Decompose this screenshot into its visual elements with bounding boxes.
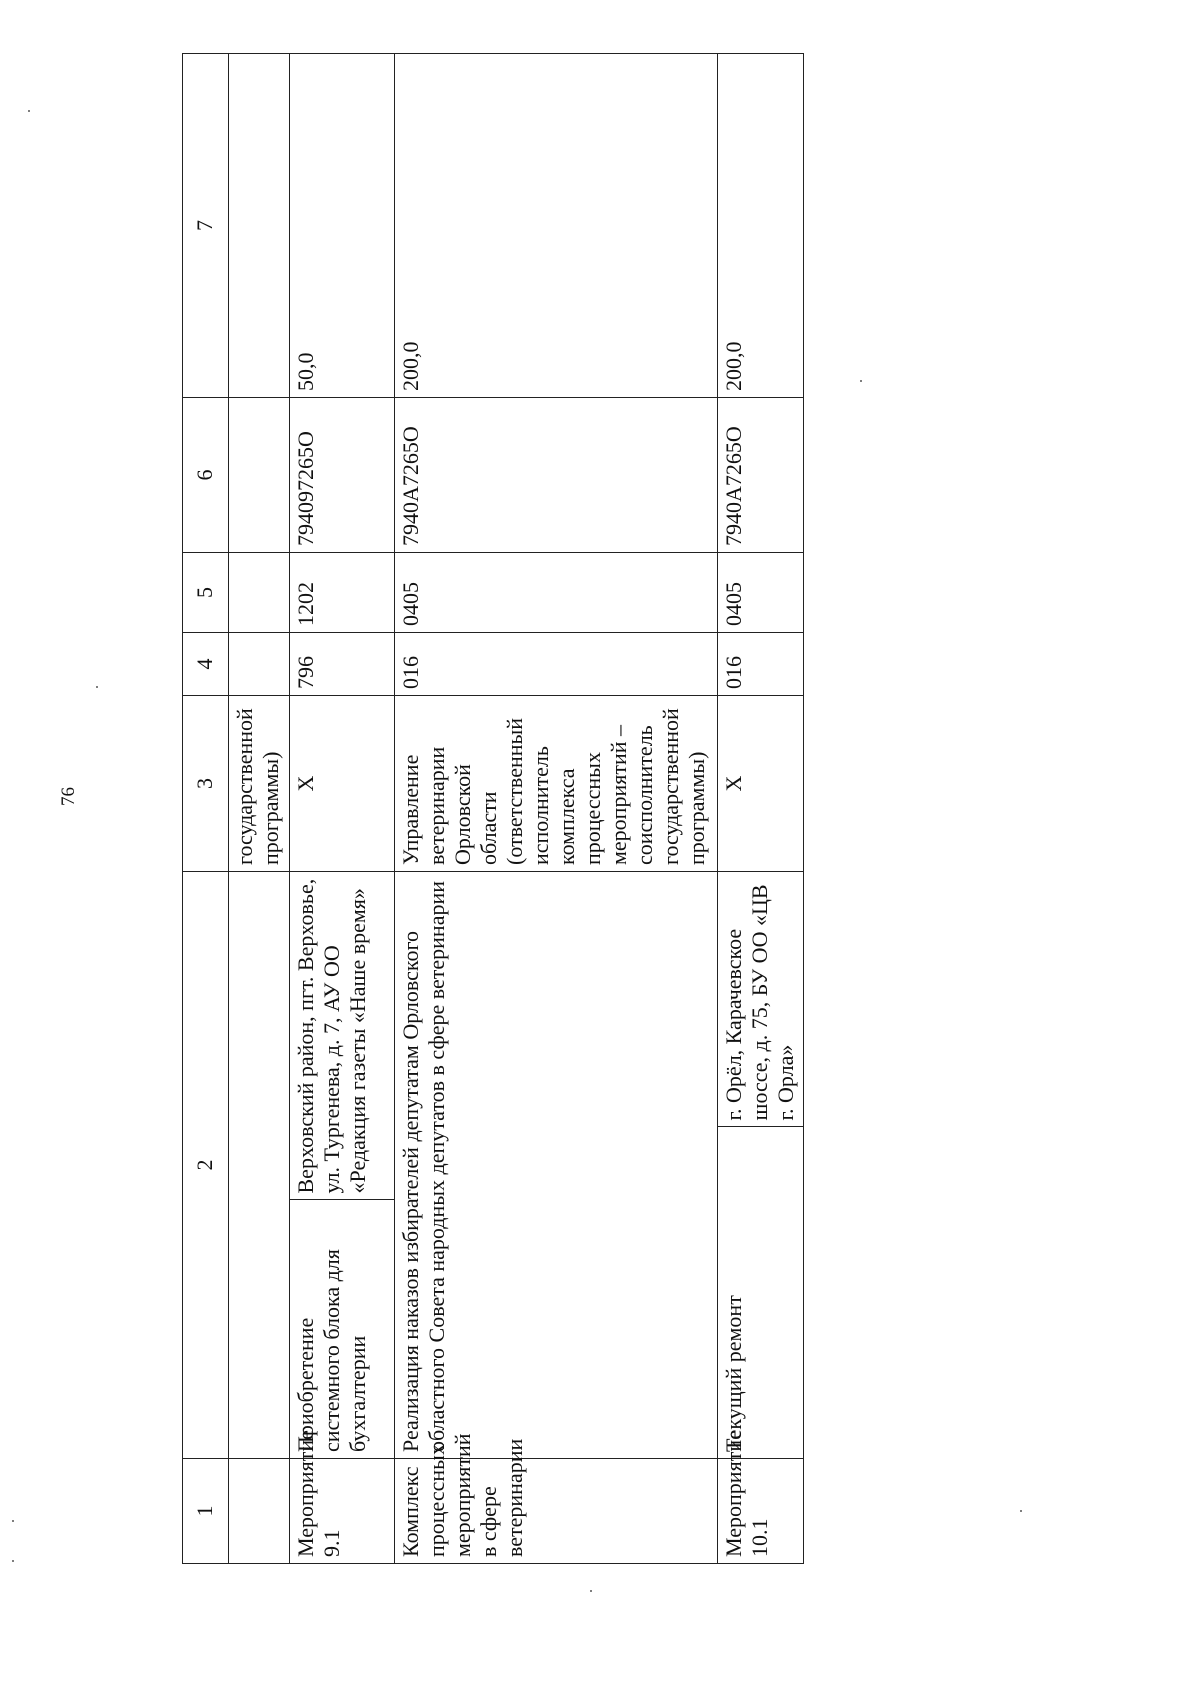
- table-row: [717, 54, 803, 1564]
- scan-speck: [12, 1520, 14, 1522]
- row1-col-2-item: Приобретение системного блока для бухгалтерии: [290, 1200, 394, 1458]
- scan-speck: [28, 110, 30, 112]
- cont-col-7: [228, 54, 290, 398]
- header-col-4: 4: [183, 633, 229, 696]
- row2-col-1: Комплекс процессных мероприятий в сфере ветеринарии: [395, 1459, 718, 1564]
- cont-col-2: [228, 872, 290, 1459]
- row3-col-3: Х: [717, 696, 803, 872]
- cont-col-5: [228, 553, 290, 633]
- cont-col-3: государственной программы): [228, 696, 290, 872]
- header-col-3: 3: [183, 696, 229, 872]
- row2-col-7: 200,0: [395, 54, 718, 398]
- row3-col-2: [717, 872, 803, 1459]
- cont-col-1: [228, 1459, 290, 1564]
- cont-col-4: [228, 633, 290, 696]
- row1-col-3: Х: [290, 696, 395, 872]
- scan-speck: [590, 1590, 592, 1592]
- row3-col-7: 200,0: [717, 54, 803, 398]
- scan-speck: [1020, 1510, 1022, 1512]
- scan-speck: [96, 686, 98, 688]
- header-col-1: 1: [183, 1459, 229, 1564]
- row3-col-2-address: г. Орёл, Карачевское шоссе, д. 75, БУ ОО «ЦВ г. Орла»: [720, 884, 798, 1121]
- row1-col-2: [290, 872, 395, 1459]
- row2-col-5: 0405: [395, 553, 718, 633]
- scan-speck: [860, 380, 862, 382]
- row3-col-1: Мероприятие 10.1: [717, 1459, 803, 1564]
- row1-col-6: 794097265O: [290, 398, 395, 553]
- row3-col-2-split: [718, 872, 803, 1458]
- row3-col-2-item: Текущий ремонт: [718, 1127, 803, 1458]
- rotated-table-wrapper: [182, 54, 804, 1564]
- header-col-6: 6: [183, 398, 229, 553]
- row1-col-5: 1202: [290, 553, 395, 633]
- header-col-2: 2: [183, 872, 229, 1459]
- header-col-7: 7: [183, 54, 229, 398]
- header-row: [183, 54, 229, 1564]
- row1-col-2-split: [290, 872, 394, 1458]
- row1-col-4: 796: [290, 633, 395, 696]
- budget-table: [182, 53, 804, 1564]
- row2-col-4: 016: [395, 633, 718, 696]
- row1-col-2-address: Верховский район, пгт. Верховье, ул. Тургенева, д. 7, АУ ОО «Редакция газеты «Наше время»: [293, 878, 371, 1194]
- row1-col-7: 50,0: [290, 54, 395, 398]
- row1-col-1: Мероприятие 9.1: [290, 1459, 395, 1564]
- row2-col-6: 7940A7265O: [395, 398, 718, 553]
- header-col-5: 5: [183, 553, 229, 633]
- table-row: [290, 54, 395, 1564]
- cont-col-6: [228, 398, 290, 553]
- scan-speck: [12, 1560, 14, 1562]
- row2-col-2: Реализация наказов избирателей депутатам Орловского областного Совета народных депутатов в сфере ветеринарии: [395, 872, 718, 1459]
- row3-col-5: 0405: [717, 553, 803, 633]
- table-row: [395, 54, 718, 1564]
- row3-col-4: 016: [717, 633, 803, 696]
- continuation-row: [228, 54, 290, 1564]
- row2-col-3: Управление ветеринарии Орловской области (ответственный исполнитель комплекса процессных мероприятий – соисполнитель государственной программы): [395, 696, 718, 872]
- page-number: 76: [58, 787, 79, 806]
- row3-col-6: 7940A7265O: [717, 398, 803, 553]
